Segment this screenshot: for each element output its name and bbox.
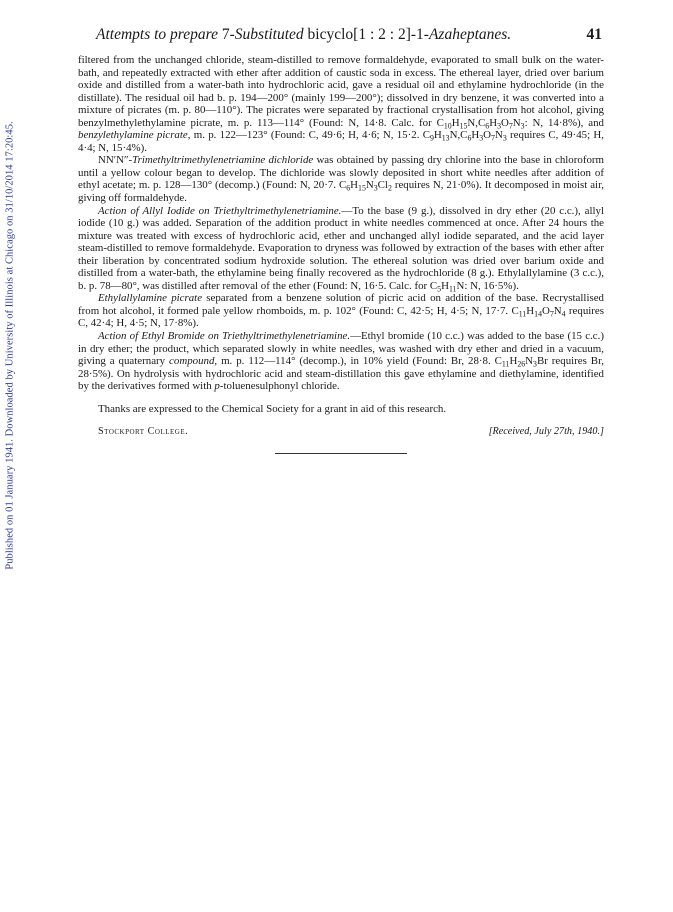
title-part: 7-: [217, 26, 235, 43]
institution: Stockport College.: [98, 425, 189, 437]
title-part: Attempts to prepare: [96, 26, 218, 43]
article-body: [78, 54, 604, 393]
download-notice-text: Published on 01 January 1941. Downloaded by University of Illinois at Chicago on 31/10/2014 17:20:45.: [4, 120, 16, 570]
end-rule: [275, 453, 407, 454]
page-number: 41: [586, 26, 602, 43]
paragraph-allyl-iodide: Action of Allyl Iodide on Triethyltrimethylenetriamine.—To the base (9 g.), dissolved in dry ether (20 c.c.), allyl iodide (10 g.) was added. Separation of the addition product in white needles commenced at once. After 24 hours the mixture was treated with excess of hydrochloric acid, ether and unchanged allyl iodide separated, and the acid layer steam-distilled to remove formaldehyde. Evaporation to dryness was followed by extraction of the bases with ether after their liberation by concentrated sodium hydroxide solution. The ethereal solution was dried over barium oxide and distilled from a water-bath, the ethylamine being finally recovered as the hydrochloride (8 g.). Ethylallylamine (3 c.c.), b. p. 78—80°, was distilled after removal of the ether (Found: N, 16·5. Calc. for $C_5H_{11}N$: N, 16·5%).: [78, 204, 604, 294]
title-part: bicyclo[1 : 2 : 2]-1-: [303, 26, 429, 43]
title-part: Azaheptanes.: [428, 26, 512, 43]
received-date: [Received, July 27th, 1940.]: [488, 425, 604, 437]
signature-row: [78, 426, 604, 437]
running-header: [96, 26, 604, 48]
paragraph-dichloride: NN′N″-Trimethyltrimethylenetriamine dichloride was obtained by passing dry chlorine into the base in chloroform until a yellow colour began to develop. The dichloride was slowly deposited in short white needles after addition of ethyl acetate; m. p. 128—130° (decomp.) (Found: N, 20·7. $C_6H_{15}N_3Cl_2$ requires N, 21·0%). It decomposed in moist air, giving off formaldehyde.: [78, 154, 604, 205]
running-title: [96, 26, 511, 44]
title-part: Substituted: [234, 26, 304, 43]
paragraph-ethylallylamine-picrate: Ethylallylamine picrate separated from a benzene solution of picric acid on addition of the base. Recrystallised from hot alcohol, it formed pale yellow rhomboids, m. p. 102° (Found: C, 42·5; H, 4·5; N, 17·7. $C_{11}H_{14}O_7N_4$ requires C, 42·4; H, 4·5; N, 17·8%).: [78, 292, 604, 330]
acknowledgement: Thanks are expressed to the Chemical Society for a grant in aid of this research.: [98, 402, 447, 415]
download-notice: [2, 100, 18, 590]
paragraph-picrates: filtered from the unchanged chloride, steam-distilled to remove formaldehyde, evaporated to small bulk on the water-bath, and repeatedly extracted with ether after addition of caustic soda in excess. The ethereal layer, dried over barium oxide and distilled from a water-bath into hydrochloric acid, gave a residual oil and ethylamine hydrochloride (in the distillate). The residual oil had b. p. 194—200° (mainly 199—200°); dissolved in dry benzene, it was converted into a mixture of picrates (m. p. 80—110°). The picrates were separated by fractional crystallisation from hot alcohol, giving benzylmethylethylamine picrate, m. p. 113—114° (Found: N, 14·8. Calc. for $C_{10}H_{15}N,C_6H_3O_7N_3$: N, 14·8%), and benzylethylamine picrate, m. p. 122—123° (Found: C, 49·6; H, 4·6; N, 15·2. $C_9H_{13}N,C_6H_3O_7N_3$ requires C, 49·45; H, 4·4; N, 15·4%).: [78, 54, 604, 154]
paragraph-ethyl-bromide: Action of Ethyl Bromide on Triethyltrimethylenetriamine.—Ethyl bromide (10 c.c.) was added to the base (15 c.c.) in dry ether; the product, which separated slowly in white needles, was washed with dry ether and dried in a vacuum, giving a quaternary compound, m. p. 112—114° (decomp.), in 10% yield (Found: Br, 28·8. $C_{11}H_{26}N_3Br$ requires Br, 28·5%). On hydrolysis with hydrochloric acid and steam-distillation this gave ethylamine and diethylamine, identified by the derivatives formed with p-toluenesulphonyl chloride.: [78, 330, 604, 393]
journal-page: [78, 26, 604, 454]
